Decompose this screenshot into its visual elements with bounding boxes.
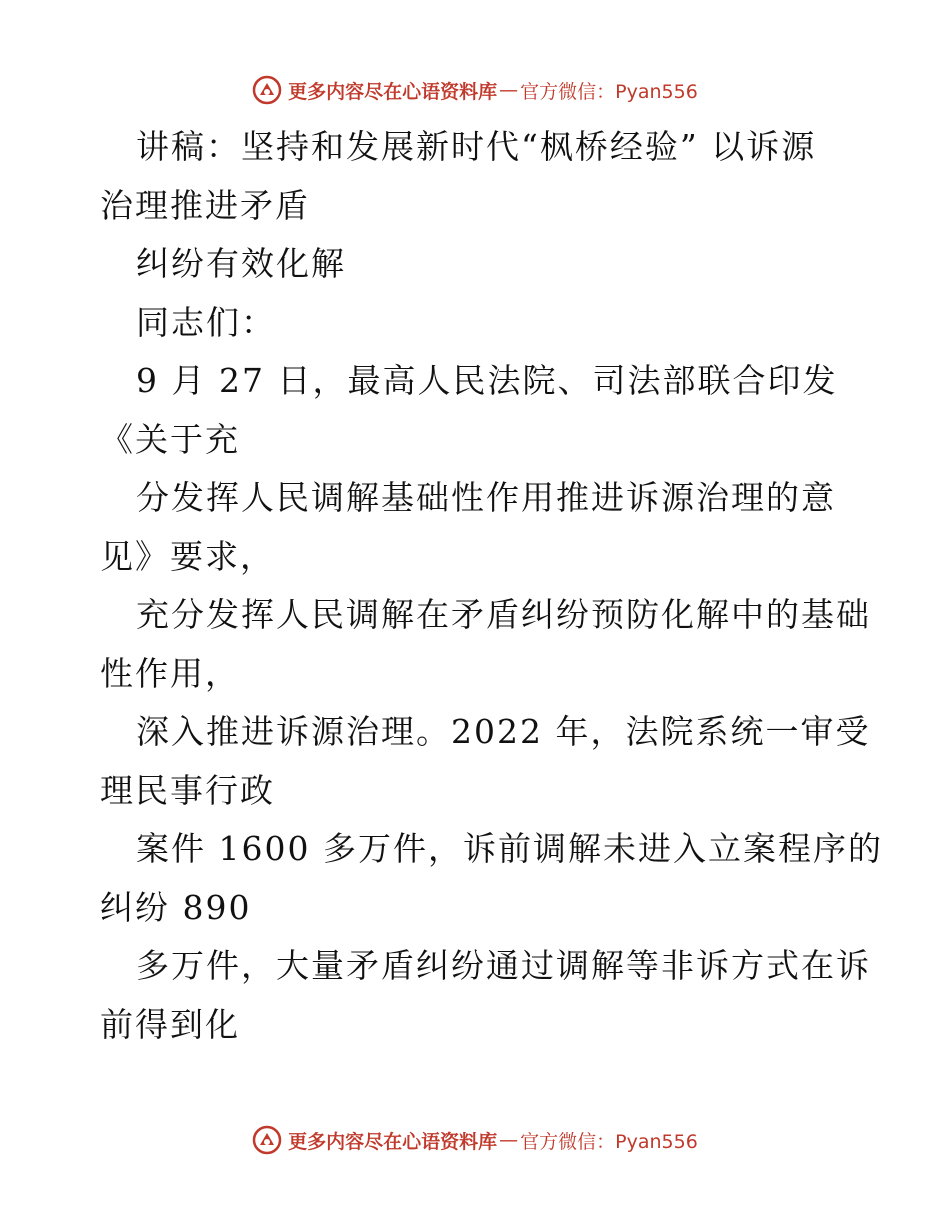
text-line: 充分发挥人民调解在矛盾纠纷预防化解中的基础 [136,595,871,634]
banner-title: 更多内容尽在心语资料库 [288,1130,498,1153]
text-line: 同志们： [136,302,276,342]
text-line: 多万件，大量矛盾纠纷通过调解等非诉方式在诉 [136,946,871,985]
text-line: 前得到化 [100,1004,240,1044]
text-line: 分发挥人民调解基础性作用推进诉源治理的意 [136,478,836,517]
banner-wechat-id: 官方微信：Pyan556 [520,1130,698,1153]
text-line: 讲稿：坚持和发展新时代“枫桥经验” 以诉源 [136,127,817,166]
seal-logo-icon [252,75,282,105]
footer-banner [0,1120,950,1160]
banner-wechat-id: 官方微信：Pyan556 [520,80,698,103]
text-line: 见》要求， [100,536,275,576]
seal-logo-icon [252,1125,282,1155]
text-line: 纠纷 890 [100,887,252,927]
header-banner [0,70,950,110]
document-body [100,118,883,1054]
banner-separator: — [499,79,519,101]
banner-separator: — [499,1129,519,1151]
text-line: 治理推进矛盾 [100,185,310,225]
text-line: 理民事行政 [100,770,275,810]
text-line: 性作用， [100,653,240,693]
text-line: 纠纷有效化解 [136,244,346,283]
text-line: 深入推进诉源治理。2022 年，法院系统一审受 [136,712,871,751]
text-line: 9 月 27 日，最高人民法院、司法部联合印发 [136,361,838,400]
banner-title: 更多内容尽在心语资料库 [288,80,498,103]
text-line: 案件 1600 多万件，诉前调解未进入立案程序的 [136,829,883,868]
text-line: 《关于充 [100,419,240,459]
